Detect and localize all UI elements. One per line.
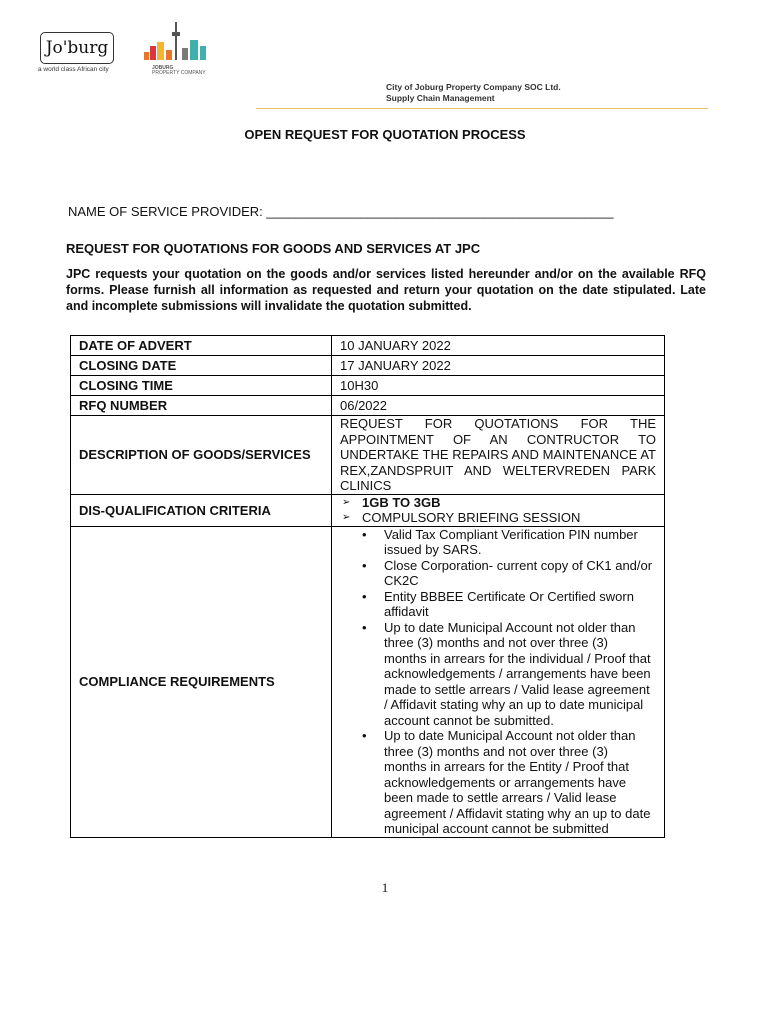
table-row	[71, 416, 665, 495]
letterhead	[386, 82, 561, 104]
date-of-advert-label: DATE OF ADVERT	[71, 336, 332, 356]
closing-date-label: CLOSING DATE	[71, 356, 332, 376]
joburg-wordmark: Jo'burg	[40, 32, 114, 64]
compliance-list	[340, 527, 656, 837]
table-row	[71, 526, 665, 837]
joburg-logo	[36, 24, 126, 80]
intro-paragraph: JPC requests your quotation on the goods and/or services listed hereunder and/or on the available RFQ forms. Please furnish all information as requested and return your quotation on the date stipulated. Late and incomplete submissions will invalidate the quotation submitted.	[66, 267, 706, 313]
jpc-logo	[140, 18, 220, 78]
table-row	[71, 336, 665, 356]
rfq-number-label: RFQ NUMBER	[71, 396, 332, 416]
list-item: • Up to date Municipal Account not older than three (3) months and not over three (3) months in arrears for the Entity / Proof that acknowledgements or arrangements have been made to settle arrears / Valid lease agreement / Affidavit stating why an up to date municipal account cannot be submitted	[384, 728, 654, 837]
table-row	[71, 494, 665, 526]
page-number: 1	[381, 880, 389, 895]
compliance-value	[332, 526, 665, 837]
table-row	[71, 356, 665, 376]
jpc-name: JOBURG	[152, 65, 174, 71]
header-rule	[256, 108, 708, 109]
list-item: • Valid Tax Compliant Verification PIN number issued by SARS.	[384, 527, 654, 558]
date-of-advert-value: 10 JANUARY 2022	[332, 336, 665, 356]
table-row	[71, 376, 665, 396]
list-item: • Close Corporation- current copy of CK1 and/or CK2C	[384, 558, 654, 589]
closing-date-value: 17 JANUARY 2022	[332, 356, 665, 376]
closing-time-label: CLOSING TIME	[71, 376, 332, 396]
list-item: ➢ COMPULSORY BRIEFING SESSION	[362, 510, 656, 526]
joburg-tagline: a world class African city	[38, 66, 109, 73]
list-item: ➢ 1GB TO 3GB	[362, 495, 656, 511]
department-name: Supply Chain Management	[386, 93, 495, 103]
jpc-skyline-icon	[140, 18, 220, 66]
disqualification-label: DIS-QUALIFICATION CRITERIA	[71, 494, 332, 526]
table-row	[71, 396, 665, 416]
document-title: OPEN REQUEST FOR QUOTATION PROCESS	[244, 127, 526, 142]
jpc-subname: PROPERTY COMPANY	[152, 70, 206, 76]
list-item: • Entity BBBEE Certificate Or Certified sworn affidavit	[384, 589, 654, 620]
description-label: DESCRIPTION OF GOODS/SERVICES	[71, 416, 332, 495]
jpc-logo-text	[152, 66, 206, 76]
rfq-number-value: 06/2022	[332, 396, 665, 416]
service-provider-line: NAME OF SERVICE PROVIDER: ________________________________________________	[68, 204, 614, 219]
section-heading: REQUEST FOR QUOTATIONS FOR GOODS AND SERVICES AT JPC	[66, 241, 481, 256]
rfq-details-table	[70, 335, 665, 838]
company-name: City of Joburg Property Company SOC Ltd.	[386, 82, 561, 92]
closing-time-value: 10H30	[332, 376, 665, 396]
description-value: REQUEST FOR QUOTATIONS FOR THE APPOINTMENT OF AN CONTRUCTOR TO UNDERTAKE THE REPAIRS AND MAINTENANCE AT REX,ZANDSPRUIT AND WELTERVREDEN PARK CLINICS	[332, 416, 665, 495]
disqualification-value	[332, 494, 665, 526]
disqualification-list	[340, 495, 656, 526]
list-item: • Up to date Municipal Account not older than three (3) months and not over three (3) months in arrears for the individual / Proof that acknowledgements / arrangements have been made to settle arrears / Valid lease agreement / Affidavit stating why an up to date municipal account cannot be submitted.	[384, 620, 654, 729]
compliance-label: COMPLIANCE REQUIREMENTS	[71, 526, 332, 837]
